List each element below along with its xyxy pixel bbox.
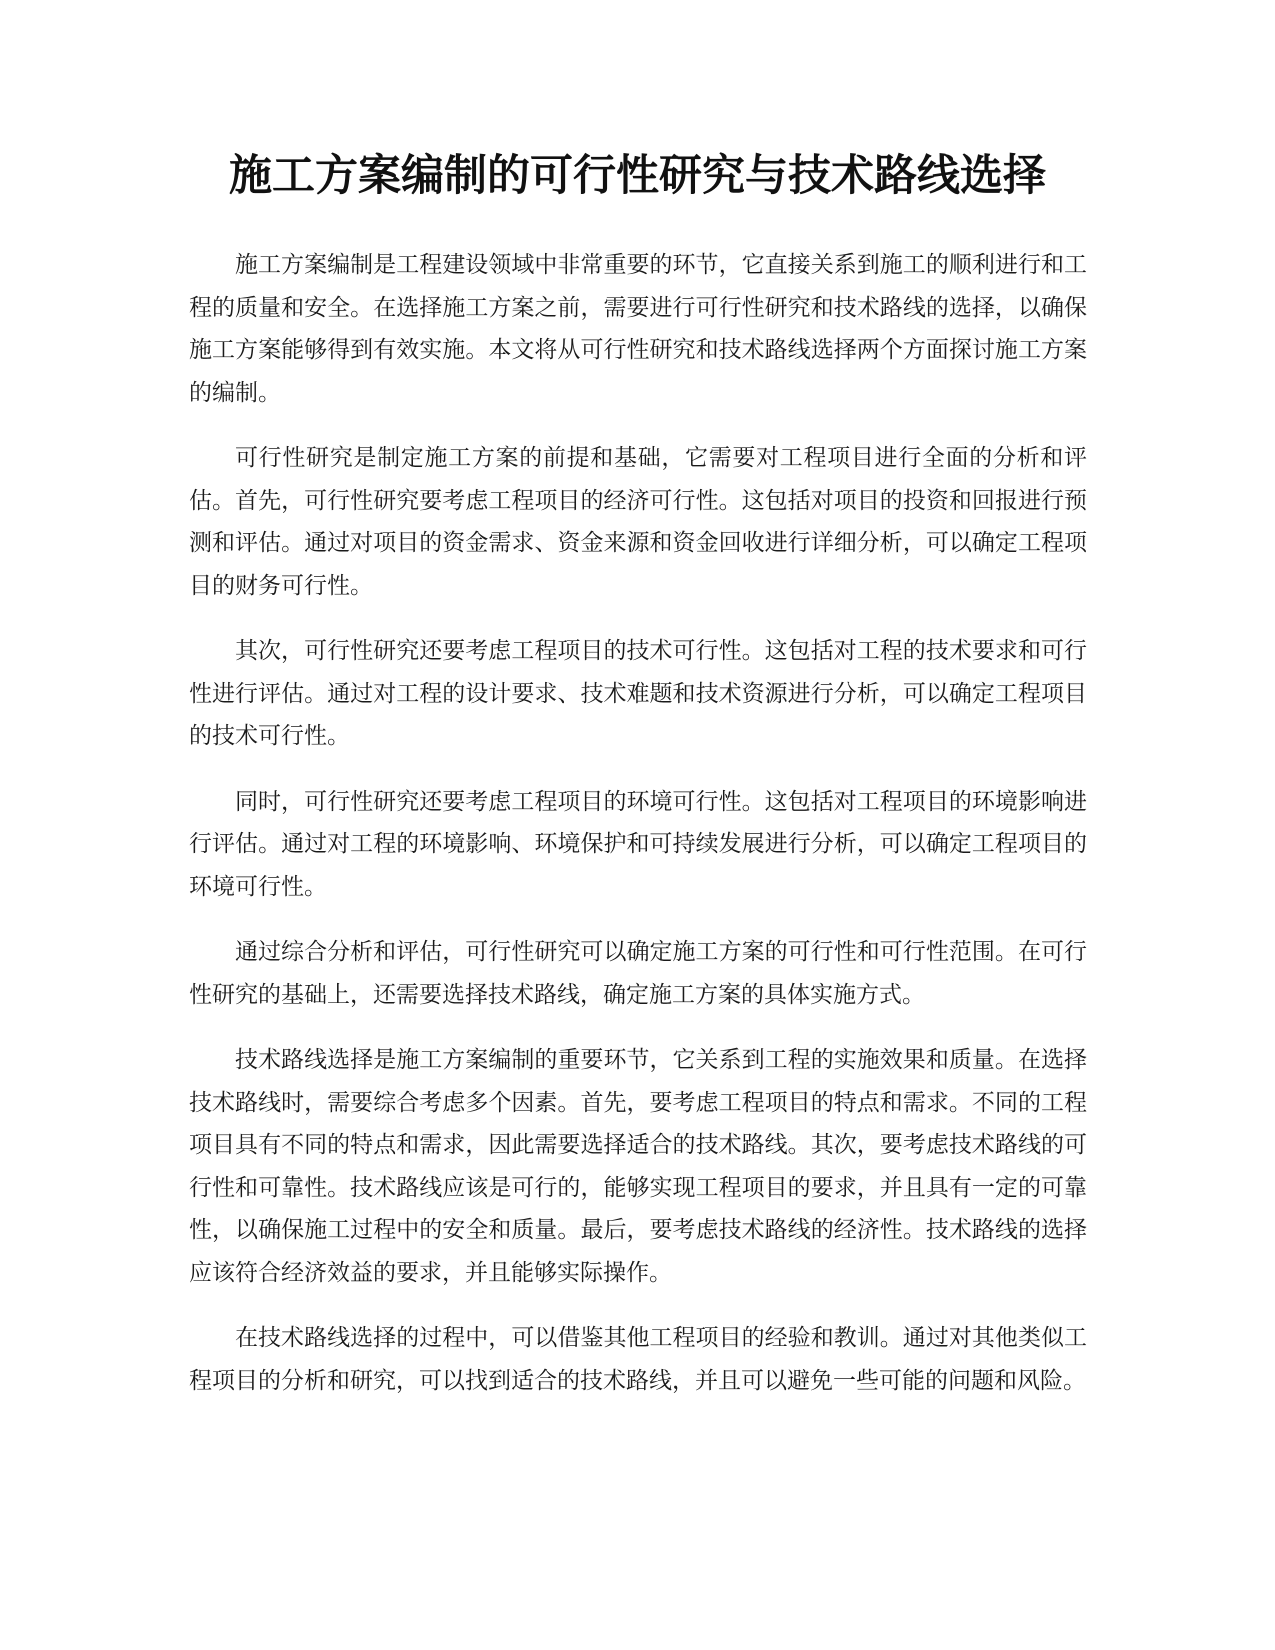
paragraph-4: 同时，可行性研究还要考虑工程项目的环境可行性。这包括对工程项目的环境影响进行评估。通过对工程的环境影响、环境保护和可持续发展进行分析，可以确定工程项目的环境可行性。 (189, 788, 1087, 900)
paragraph-2: 可行性研究是制定施工方案的前提和基础，它需要对工程项目进行全面的分析和评估。首先，可行性研究要考虑工程项目的经济可行性。这包括对项目的投资和回报进行预测和评估。通过对项目的资金需求、资金来源和资金回收进行详细分析，可以确定工程项目的财务可行性。 (189, 445, 1087, 599)
document-body (189, 244, 1087, 1425)
paragraph-7: 在技术路线选择的过程中，可以借鉴其他工程项目的经验和教训。通过对其他类似工程项目的分析和研究，可以找到适合的技术路线，并且可以避免一些可能的问题和风险。 (189, 1325, 1087, 1394)
paragraph-1: 施工方案编制是工程建设领域中非常重要的环节，它直接关系到施工的顺利进行和工程的质量和安全。在选择施工方案之前，需要进行可行性研究和技术路线的选择，以确保施工方案能够得到有效实施。本文将从可行性研究和技术路线选择两个方面探讨施工方案的编制。 (189, 252, 1087, 406)
paragraph-6: 技术路线选择是施工方案编制的重要环节，它关系到工程的实施效果和质量。在选择技术路线时，需要综合考虑多个因素。首先，要考虑工程项目的特点和需求。不同的工程项目具有不同的特点和需求，因此需要选择适合的技术路线。其次，要考虑技术路线的可行性和可靠性。技术路线应该是可行的，能够实现工程项目的要求，并且具有一定的可靠性，以确保施工过程中的安全和质量。最后，要考虑技术路线的经济性。技术路线的选择应该符合经济效益的要求，并且能够实际操作。 (189, 1047, 1087, 1286)
document-title: 施工方案编制的可行性研究与技术路线选择 (229, 151, 1046, 201)
paragraph-5: 通过综合分析和评估，可行性研究可以确定施工方案的可行性和可行性范围。在可行性研究的基础上，还需要选择技术路线，确定施工方案的具体实施方式。 (189, 939, 1087, 1008)
paragraph-3: 其次，可行性研究还要考虑工程项目的技术可行性。这包括对工程的技术要求和可行性进行评估。通过对工程的设计要求、技术难题和技术资源进行分析，可以确定工程项目的技术可行性。 (189, 638, 1087, 749)
